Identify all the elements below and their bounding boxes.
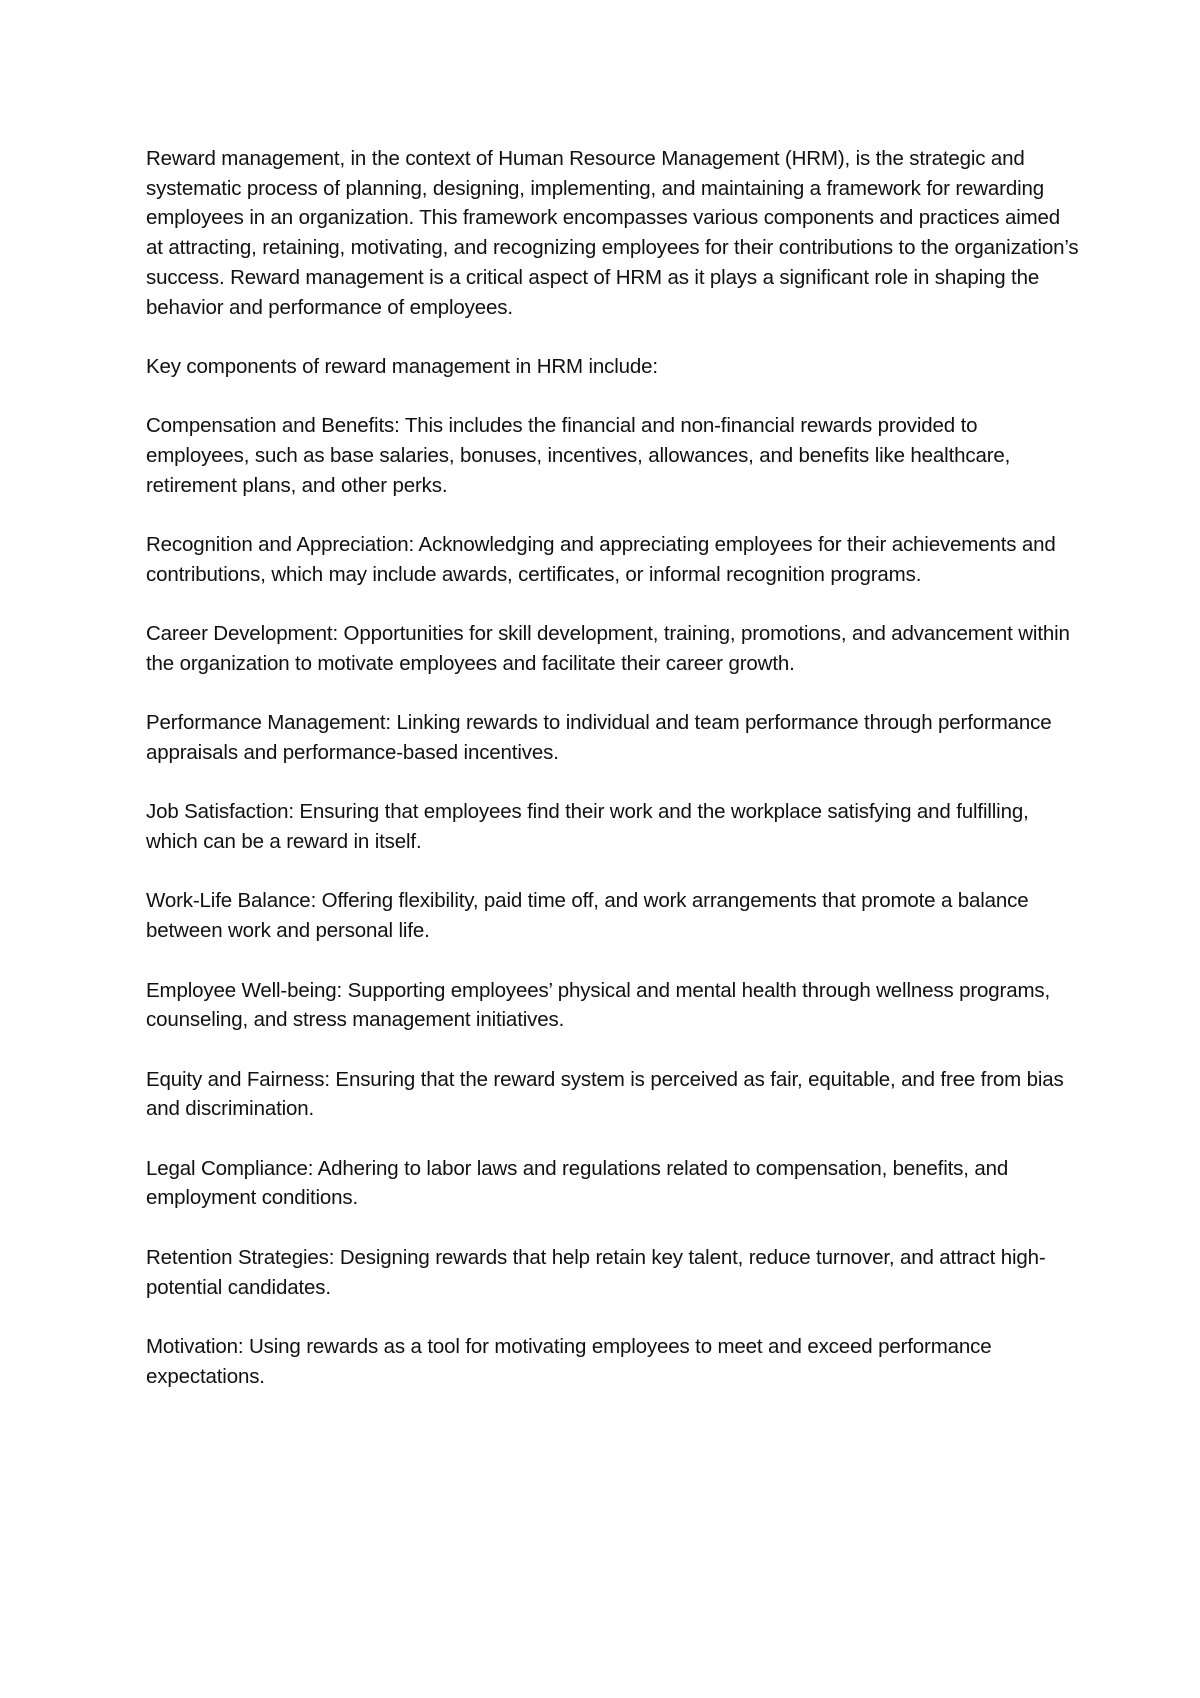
career-development-paragraph: Career Development: Opportunities for skill development, training, promotions, and advancement within the organization to motivate employees and facilitate their career growth. [146,622,1070,675]
recognition-appreciation-paragraph: Recognition and Appreciation: Acknowledging and appreciating employees for their achievements and contributions, which may include awards, certificates, or informal recognition programs. [146,533,1056,586]
intro-paragraph: Reward management, in the context of Human Resource Management (HRM), is the strategic and systematic process of planning, designing, implementing, and maintaining a framework for rewarding employees in an organization. This framework encompasses various components and practices aimed at attracting, retaining, motivating, and recognizing employees for their contributions to the organization’s success. Reward management is a critical aspect of HRM as it plays a significant role in shaping the behavior and performance of employees. [146,147,1079,319]
retention-strategies-paragraph: Retention Strategies: Designing rewards that help retain key talent, reduce turnover, and attract high-potential candidates. [146,1245,1046,1299]
legal-compliance-paragraph: Legal Compliance: Adhering to labor laws and regulations related to compensation, benefits, and employment conditions. [146,1156,1009,1210]
document-body [146,144,1081,1421]
employee-wellbeing-paragraph: Employee Well-being: Supporting employees’ physical and mental health through wellness programs, counseling, and stress management initiatives. [146,978,1051,1032]
work-life-balance-paragraph: Work-Life Balance: Offering flexibility, paid time off, and work arrangements that promote a balance between work and personal life. [146,889,1029,943]
compensation-benefits-paragraph: Compensation and Benefits: This includes the financial and non-financial rewards provided to employees, such as base salaries, bonuses, incentives, allowances, and benefits like healthcare, retirement plans, and other perks. [146,414,1011,497]
equity-fairness-paragraph: Equity and Fairness: Ensuring that the reward system is perceived as fair, equitable, and free from bias and discrimination. [146,1067,1064,1121]
job-satisfaction-paragraph: Job Satisfaction: Ensuring that employees find their work and the workplace satisfying and fulfilling, which can be a reward in itself. [146,800,1029,854]
key-components-heading: Key components of reward management in HRM include: [146,354,658,378]
motivation-paragraph: Motivation: Using rewards as a tool for motivating employees to meet and exceed performance expectations. [146,1334,992,1388]
performance-management-paragraph: Performance Management: Linking rewards to individual and team performance through performance appraisals and performance-based incentives. [146,711,1052,764]
